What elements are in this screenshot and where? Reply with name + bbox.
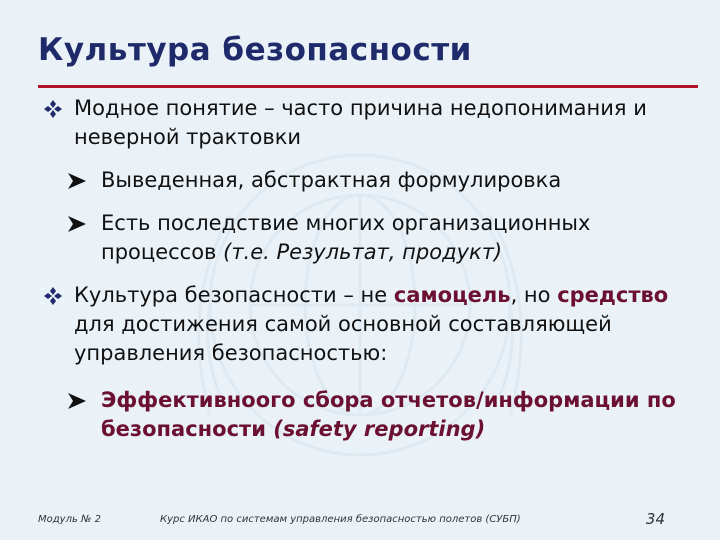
bullet-text: , но bbox=[510, 283, 558, 307]
sub-bullet-item bbox=[44, 386, 694, 444]
slide-body bbox=[44, 94, 694, 444]
bullet-text: для достижения самой основной составляющей управления безопасностью: bbox=[74, 312, 612, 365]
title-divider bbox=[38, 85, 698, 88]
sub-bullet-italic-text: (т.е. Результат, продукт) bbox=[223, 240, 503, 264]
diamond-bullet-icon bbox=[44, 100, 62, 118]
sub-bullet-bold-italic-text: (safety reporting) bbox=[273, 417, 486, 441]
slide-footer bbox=[0, 510, 720, 532]
emphasis-text: самоцель bbox=[393, 283, 511, 307]
bullet-text: Модное понятие – часто причина недопонимания и неверной трактовки bbox=[74, 96, 647, 149]
arrowhead-bullet-icon bbox=[68, 173, 86, 189]
sub-bullet-item bbox=[44, 209, 694, 267]
page-number: 34 bbox=[645, 510, 665, 528]
sub-bullet-text: Выведенная, абстрактная формулировка bbox=[101, 168, 562, 192]
bullet-text: Культура безопасности – не bbox=[74, 283, 394, 307]
diamond-bullet-icon bbox=[44, 287, 62, 305]
footer-module: Модуль № 2 bbox=[38, 514, 101, 525]
sub-bullet-item bbox=[44, 166, 694, 195]
arrowhead-bullet-icon bbox=[68, 216, 86, 232]
sub-bullet-bold-text: Эффективноого сбора отчетов/информации по безопасности bbox=[101, 388, 676, 441]
sub-bullet-text: Есть последствие многих организационных процессов bbox=[101, 211, 591, 264]
bullet-item bbox=[44, 94, 694, 152]
slide-title: Культура безопасности bbox=[38, 32, 472, 68]
emphasis-text: средство bbox=[557, 283, 669, 307]
arrowhead-bullet-icon bbox=[68, 393, 86, 409]
bullet-item bbox=[44, 281, 694, 368]
footer-course: Курс ИКАО по системам управления безопасностью полетов (СУБП) bbox=[160, 514, 521, 525]
